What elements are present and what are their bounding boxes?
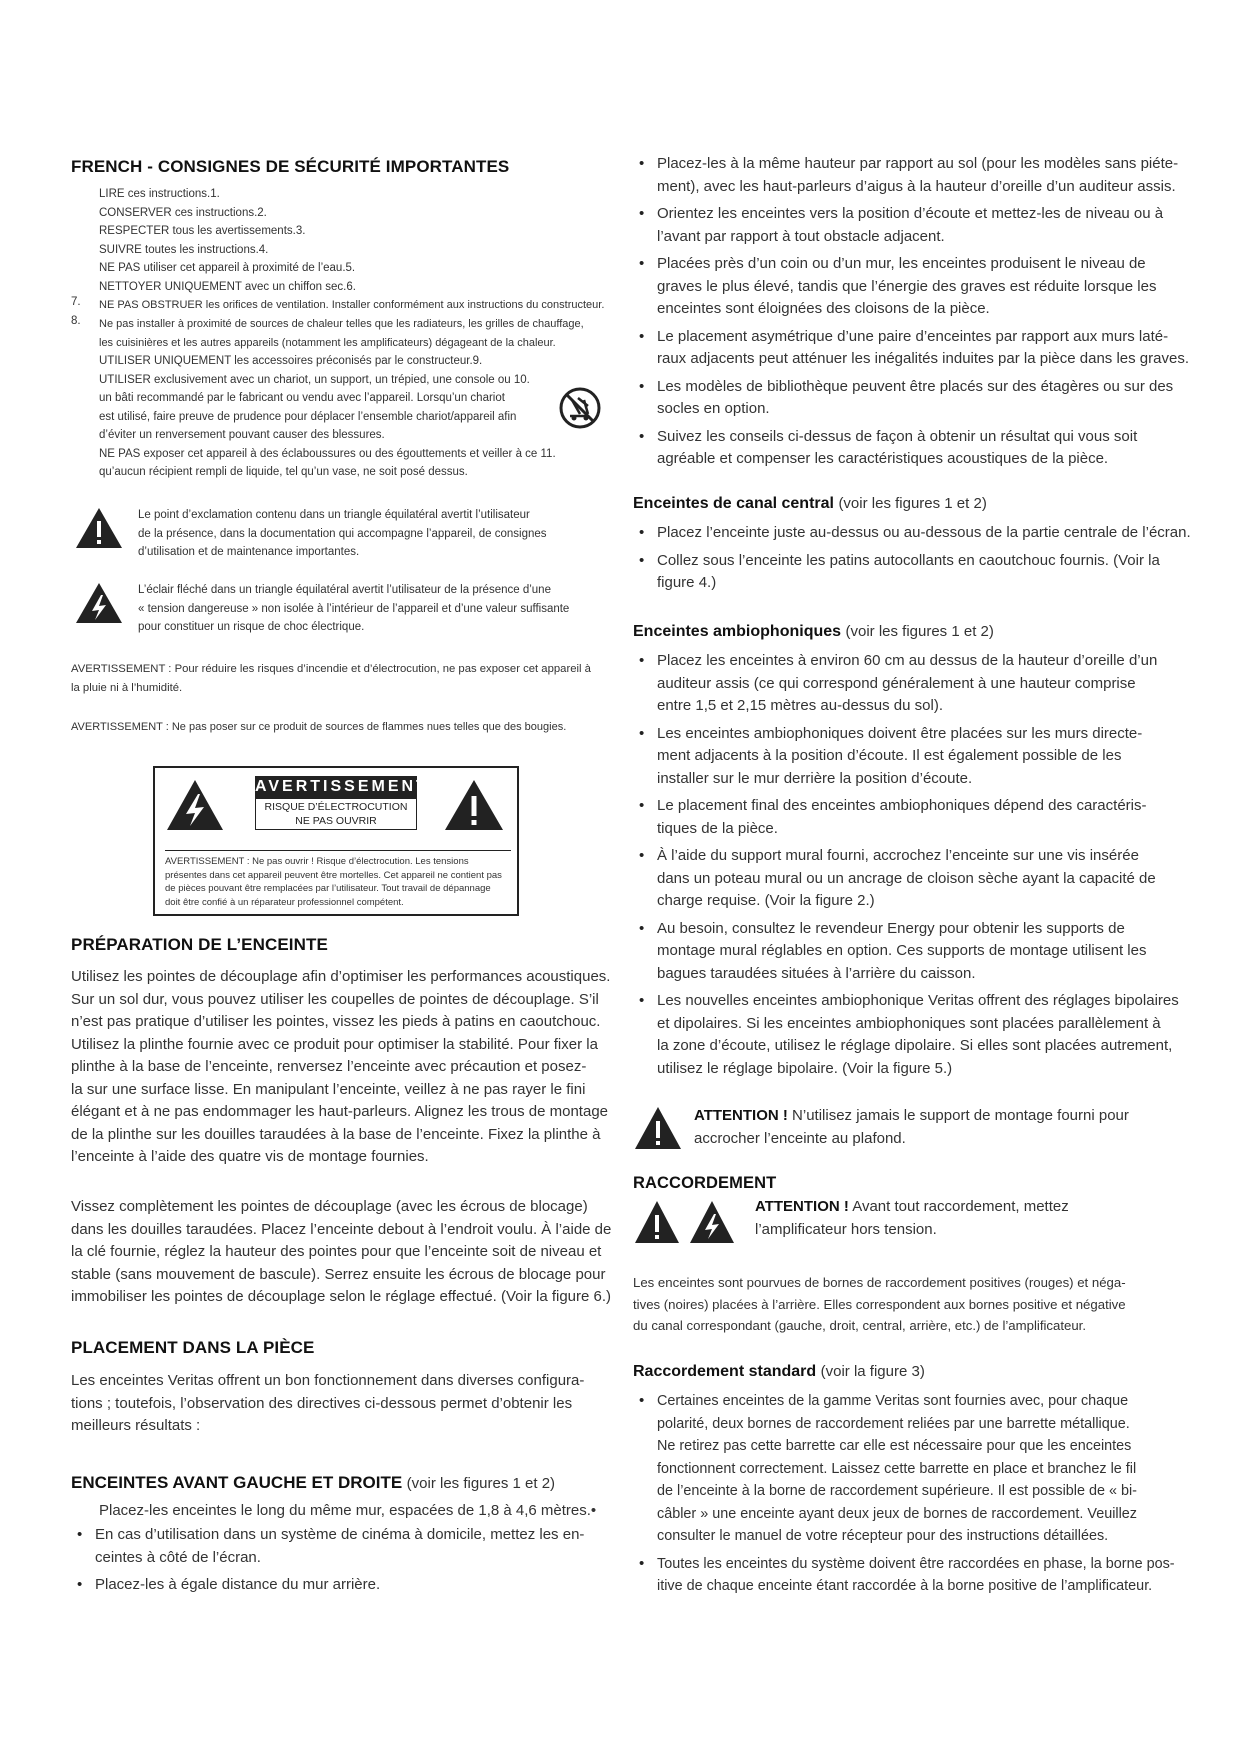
connection-para xyxy=(633,1272,1198,1337)
exclamation-triangle-icon xyxy=(633,1199,681,1245)
warning-box-subtitle xyxy=(255,798,417,830)
list-item: • Placées près d’un coin ou d’un mur, les enceintes produisent le niveau de graves le plus élevé, tandis que l’énergie des graves est réduite lorsque les enceintes sont éloignées des cloisons de la pièce. xyxy=(633,253,1193,321)
attention-line-1 xyxy=(755,1196,1195,1219)
list-item: • Les enceintes ambiophoniques doivent être placées sur les murs directe- ment adjacents à la position d’écoute. Il est également possible de les installer sur le mur derrière la position d’écoute. xyxy=(633,723,1193,791)
preparation-para-2 xyxy=(71,1196,631,1309)
front-first-line: Placez-les enceintes le long du même mur, espacées de 1,8 à 4,6 mètres.• xyxy=(99,1502,597,1519)
standard-connection-title: Raccordement standard xyxy=(633,1363,817,1380)
warning-line: la pluie ni à l’humidité. xyxy=(71,681,183,694)
connection-title: RACCORDEMENT xyxy=(633,1174,777,1192)
explanation-line: Le point d’exclamation contenu dans un triangle équilatéral avertit l’utilisateur xyxy=(138,509,530,521)
text-line: immobiliser les pointes de découplage selon le réglage effectué. (Voir la figure 6.) xyxy=(71,1288,612,1305)
center-speakers-heading xyxy=(633,495,987,513)
safety-line: est utilisé, faire preuve de prudence pour déplacer l’ensemble chariot/appareil afin xyxy=(99,410,517,423)
text-line: Vissez complètement les pointes de découplage (avec les écrous de blocage) xyxy=(71,1198,588,1215)
warning-box-sub-line: RISQUE D’ÉLECTROCUTION xyxy=(264,801,408,813)
item-7-number: 7. xyxy=(71,296,81,308)
warning-flames: AVERTISSEMENT : Ne pas poser sur ce produit de sources de flammes nues telles que des bougies. xyxy=(71,721,567,733)
item-8-text xyxy=(99,315,619,352)
warning-box-sub-line: NE PAS OUVRIR xyxy=(295,815,377,827)
attention-line-1 xyxy=(694,1105,1194,1128)
safety-line: qu’aucun récipient rempli de liquide, tel qu’un vase, ne soit posé dessus. xyxy=(99,466,468,478)
text-line: la clé fournie, réglez la hauteur des pointes pour que l’enceinte soit de niveau et xyxy=(71,1243,602,1260)
text-line: de la plinthe sur les douilles taraudées à la base de l’enceinte. Fixez la plinthe à xyxy=(71,1125,601,1143)
center-speakers-title: Enceintes de canal central xyxy=(633,495,834,512)
attention-label: ATTENTION ! xyxy=(694,1107,788,1124)
attention-text: N’utilisez jamais le support de montage fourni pour xyxy=(787,1107,1129,1124)
item-8-number: 8. xyxy=(71,315,81,327)
list-item: • Collez sous l’enceinte les patins autocollants en caoutchouc fournis. (Voir la figure 4.) xyxy=(633,550,1193,595)
warning-line: AVERTISSEMENT : Pour réduire les risques d’incendie et d’électrocution, ne pas exposer cet appareil à xyxy=(71,663,591,675)
cart-warning-icon xyxy=(558,386,602,430)
attention-ceiling xyxy=(694,1105,1194,1150)
text-line: la sur une surface lisse. En manipulant l’enceinte, veillez à ne pas rayer le fini xyxy=(71,1080,586,1098)
warning-box-title: AVERTISSEMENT xyxy=(255,776,417,798)
text-line: tions ; toutefois, l’observation des directives ci-dessous permet d’obtenir les xyxy=(71,1394,573,1412)
text-line: dans les douilles taraudées. Placez l’enceinte debout à l’endroit voulu. À l’aide de xyxy=(71,1220,612,1238)
text-line: Utilisez les pointes de découplage afin d’optimiser les performances acoustiques. xyxy=(71,968,611,985)
safety-title: FRENCH - CONSIGNES DE SÉCURITÉ IMPORTANTES xyxy=(71,157,510,176)
lightning-explanation xyxy=(138,581,618,637)
safety-line: NE PAS utiliser cet appareil à proximité de l’eau.5. xyxy=(99,262,356,274)
exclamation-explanation xyxy=(138,506,608,562)
list-item: • À l’aide du support mural fourni, accrochez l’enceinte sur une vis insérée dans un poteau mural ou un ancrage de cloison sèche ayant la capacité de charge requise. (Voir la figure 2.) xyxy=(633,845,1193,913)
list-item: • Toutes les enceintes du système doivent être raccordées en phase, la borne pos- itive de chaque enceinte étant raccordée à la borne positive de l’amplificateur. xyxy=(633,1553,1198,1598)
list-item: • Suivez les conseils ci-dessus de façon à obtenir un résultat qui vous soit agréable et compenser les caractéristiques acoustiques de la pièce. xyxy=(633,426,1193,471)
surround-speakers-title: Enceintes ambiophoniques xyxy=(633,623,842,640)
exclamation-triangle-icon xyxy=(74,506,124,550)
standard-connection-ref: (voir la figure 3) xyxy=(820,1363,925,1380)
explanation-line: « tension dangereuse » non isolée à l’intérieur de l’appareil et d’une valeur suffisante xyxy=(138,602,570,615)
safety-line: UTILISER UNIQUEMENT les accessoires préconisés par le constructeur.9. xyxy=(99,355,483,367)
explanation-line: d’utilisation et de maintenance importantes. xyxy=(138,546,360,558)
safety-line: NETTOYER UNIQUEMENT avec un chiffon sec.6. xyxy=(99,280,356,293)
attention-line-2: accrocher l’enceinte au plafond. xyxy=(694,1129,906,1147)
surround-speakers-ref: (voir les figures 1 et 2) xyxy=(845,623,994,640)
list-item: • Le placement asymétrique d’une paire d’enceintes par rapport aux murs laté- raux adjacents peut atténuer les inégalités induites par la pièce dans les graves. xyxy=(633,326,1193,371)
safety-lines-2 xyxy=(99,352,619,482)
exclamation-triangle-icon xyxy=(633,1105,683,1151)
warning-box-note-line: de pièces pouvant être remplacées par l’utilisateur. Tout travail de dépannage xyxy=(165,883,491,894)
list-item: • Placez les enceintes à environ 60 cm au dessus de la hauteur d’oreille d’un auditeur assis (ce qui correspond généralement à une hauteur comprise entre 1,5 et 2,15 mètres au-dessus du sol). xyxy=(633,650,1193,718)
standard-bullets xyxy=(633,1390,1198,1603)
attention-power xyxy=(755,1196,1195,1241)
placement-para xyxy=(71,1370,631,1438)
list-item: • Les nouvelles enceintes ambiophonique Veritas offrent des réglages bipolaires et dipolaires. Si les enceintes ambiophoniques sont placées parallèlement à la zone d’écoute, utilisez le réglage dipolaire. Si elles sont placées autrement, utilisez le réglage bipolaire. (Voir la figure 5.) xyxy=(633,990,1193,1080)
safety-line: RESPECTER tous les avertissements.3. xyxy=(99,225,306,237)
warning-box-note-line: AVERTISSEMENT : Ne pas ouvrir ! Risque d’électrocution. Les tensions xyxy=(165,856,469,867)
front-bullets-left xyxy=(71,1524,591,1602)
standard-connection-heading xyxy=(633,1363,925,1381)
text-line: plinthe à la base de l’enceinte, renversez l’enceinte avec précaution et posez- xyxy=(71,1058,587,1075)
preparation-title: PRÉPARATION DE L’ENCEINTE xyxy=(71,935,328,954)
surround-speakers-heading xyxy=(633,623,994,641)
text-line: Les enceintes sont pourvues de bornes de raccordement positives (rouges) et néga- xyxy=(633,1275,1126,1290)
list-item: • En cas d’utilisation dans un système de cinéma à domicile, mettez les en- ceintes à côté de l’écran. xyxy=(71,1524,591,1569)
center-bullets xyxy=(633,522,1193,600)
attention-line-2: l’amplificateur hors tension. xyxy=(755,1220,937,1238)
list-item: • Orientez les enceintes vers la position d’écoute et mettez-les de niveau ou à l’avant par rapport à tout obstacle adjacent. xyxy=(633,203,1193,248)
text-line: du canal correspondant (gauche, droit, central, arrière, etc.) de l’amplificateur. xyxy=(633,1318,1087,1333)
safety-line: CONSERVER ces instructions.2. xyxy=(99,206,267,219)
lightning-triangle-icon xyxy=(74,581,124,625)
safety-line: d’éviter un renversement pouvant causer des blessures. xyxy=(99,429,385,441)
warning-box-note-line: présentes dans cet appareil peuvent être mortelles. Cet appareil ne contient pas xyxy=(165,869,502,881)
warning-label-box xyxy=(153,766,519,916)
text-line: élégant et à ne pas endommager les haut-parleurs. Alignez les trous de montage xyxy=(71,1103,608,1120)
lightning-triangle-icon xyxy=(688,1199,736,1245)
list-item: • Certaines enceintes de la gamme Veritas sont fournies avec, pour chaque polarité, deux bornes de raccordement reliées par une barrette métallique. Ne retirez pas cette barrette car elle est nécessaire pour que les enceintes fonctionnent correctement. Laissez cette barrette en place et branchez le fil de l’enceinte à la borne de raccordement supérieure. Il est possible de « bi- câbler » une enceinte ayant deux jeux de bornes de raccordement. Veuillez consulter le manuel de votre récepteur pour des instructions détaillées. xyxy=(633,1390,1198,1548)
surround-bullets xyxy=(633,650,1193,1085)
list-item: • Placez-les à égale distance du mur arrière. xyxy=(71,1574,591,1597)
front-speakers-ref: (voir les figures 1 et 2) xyxy=(406,1475,556,1492)
text-line: Les enceintes Veritas offrent un bon fonctionnement dans diverses configura- xyxy=(71,1372,585,1389)
safety-line: UTILISER exclusivement avec un chariot, un support, un trépied, une console ou 10. xyxy=(99,373,530,386)
safety-line: NE PAS exposer cet appareil à des éclaboussures ou des égouttements et veiller à ce 11. xyxy=(99,447,556,460)
warning-box-note-line: doit être confié à un réparateur professionnel compétent. xyxy=(165,896,404,908)
front-speakers-title: ENCEINTES AVANT GAUCHE ET DROITE xyxy=(71,1473,403,1492)
exclamation-triangle-icon xyxy=(443,778,505,832)
warning-box-note xyxy=(165,850,511,909)
text-line: l’enceinte à l’aide des quatre vis de montage fournies. xyxy=(71,1148,429,1165)
attention-label: ATTENTION ! xyxy=(755,1198,849,1215)
list-item: • Les modèles de bibliothèque peuvent être placés sur des étagères ou sur des socles en option. xyxy=(633,376,1193,421)
safety-line: SUIVRE toutes les instructions.4. xyxy=(99,243,269,256)
center-speakers-ref: (voir les figures 1 et 2) xyxy=(838,495,987,512)
item-7-text: NE PAS OBSTRUER les orifices de ventilation. Installer conformément aux instructions du constructeur. xyxy=(99,299,605,311)
safety-line: LIRE ces instructions.1. xyxy=(99,188,220,200)
attention-text: Avant tout raccordement, mettez xyxy=(848,1198,1069,1215)
front-speakers-heading xyxy=(71,1473,555,1493)
list-item: • Le placement final des enceintes ambiophoniques dépend des caractéris- tiques de la pièce. xyxy=(633,795,1193,840)
explanation-line: de la présence, dans la documentation qui accompagne l’appareil, de consignes xyxy=(138,527,547,540)
text-line: meilleurs résultats : xyxy=(71,1417,201,1434)
text-line: Sur un sol dur, vous pouvez utiliser les coupelles de pointes de découplage. S’il xyxy=(71,990,599,1008)
text-line: n’est pas pratique d’utiliser les pointes, vissez les pieds à patins en caoutchouc. xyxy=(71,1013,601,1030)
list-item: • Au besoin, consultez le revendeur Energy pour obtenir les supports de montage mural réglables en option. Ces supports de montage utilisent les bagues taraudées situées à l’arrière du caisson. xyxy=(633,918,1193,986)
text-line: stable (sans mouvement de bascule). Serrez ensuite les écrous de blocage pour xyxy=(71,1265,606,1283)
item-8-line-2: les cuisinières et les autres appareils (notamment les amplificateurs) dégageant de la chaleur. xyxy=(99,336,556,349)
list-item: • Placez l’enceinte juste au-dessus ou au-dessous de la partie centrale de l’écran. xyxy=(633,522,1193,545)
warning-humidity xyxy=(71,660,631,697)
list-item: • Placez-les à la même hauteur par rapport au sol (pour les modèles sans piéte- ment), avec les haut-parleurs d’aigus à la hauteur d’oreille d’un auditeur assis. xyxy=(633,153,1193,198)
text-line: tives (noires) placées à l’arrière. Elles correspondent aux bornes positive et négative xyxy=(633,1296,1126,1312)
lightning-triangle-icon xyxy=(165,778,225,832)
text-line: Utilisez la plinthe fournie avec ce produit pour optimiser la stabilité. Pour fixer la xyxy=(71,1035,598,1053)
safety-lines-1 xyxy=(99,185,619,296)
safety-line: un bâti recommandé par le fabricant ou vendu avec l’appareil. Lorsqu’un chariot xyxy=(99,392,505,404)
front-bullets-right xyxy=(633,153,1193,476)
placement-title: PLACEMENT DANS LA PIÈCE xyxy=(71,1338,315,1357)
explanation-line: L’éclair fléché dans un triangle équilatéral avertit l’utilisateur de la présence d’une xyxy=(138,584,551,596)
preparation-para-1 xyxy=(71,966,631,1169)
item-8-line-1: Ne pas installer à proximité de sources de chaleur telles que les radiateurs, les grilles de chauffage, xyxy=(99,318,584,330)
explanation-line: pour constituer un risque de choc électrique. xyxy=(138,621,365,633)
